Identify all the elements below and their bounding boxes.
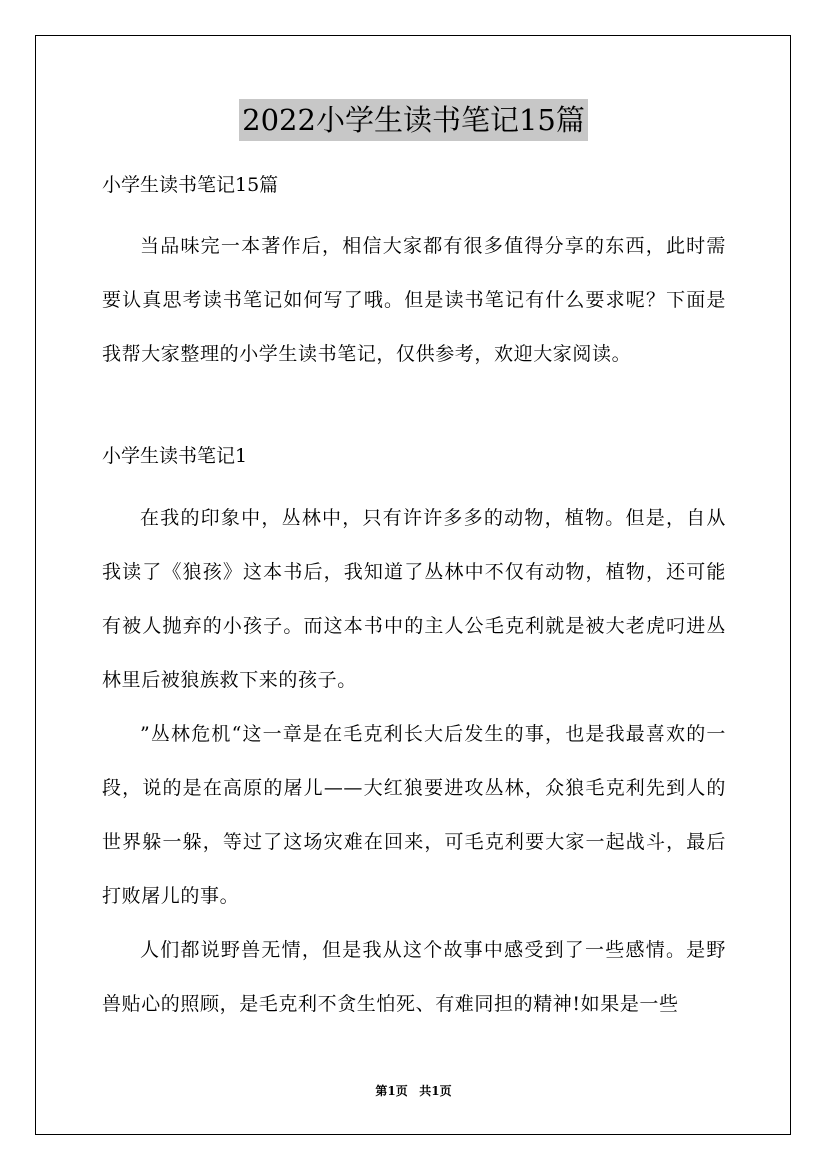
- section-heading: 小学生读书笔记1: [102, 445, 248, 467]
- page-footer: [0, 1083, 827, 1099]
- title-container: [0, 99, 827, 141]
- body-paragraph-2: ”丛林危机“这一章是在毛克利长大后发生的事，也是我最喜欢的一段，说的是在高原的屠儿——大红狼要进攻丛林，众狼毛克利先到人的世界躲一躲，等过了这场灾难在回来，可毛克利要大家一起战斗，最后打败屠儿的事。: [102, 723, 726, 907]
- intro-paragraph: 当品味完一本著作后，相信大家都有很多值得分享的东西，此时需要认真思考读书笔记如何写了哦。但是读书笔记有什么要求呢？下面是我帮大家整理的小学生读书笔记，仅供参考，欢迎大家阅读。: [102, 235, 726, 365]
- body-paragraph-1: 在我的印象中，丛林中，只有许许多多的动物，植物。但是，自从我读了《狼孩》这本书后，我知道了丛林中不仅有动物，植物，还可能有被人抛弃的小孩子。而这本书中的主人公毛克利就是被大老虎叼进丛林里后被狼族救下来的孩子。: [102, 507, 726, 691]
- page-number: 第1页: [375, 1084, 408, 1098]
- document-title: 2022小学生读书笔记15篇: [239, 99, 588, 141]
- document-body: [102, 170, 726, 1031]
- body-paragraph-3: 人们都说野兽无情，但是我从这个故事中感受到了一些感情。是野兽贴心的照顾，是毛克利不贪生怕死、有难同担的精神!如果是一些: [102, 939, 726, 1015]
- document-subtitle: 小学生读书笔记15篇: [102, 174, 279, 196]
- page-total: 共1页: [419, 1084, 452, 1098]
